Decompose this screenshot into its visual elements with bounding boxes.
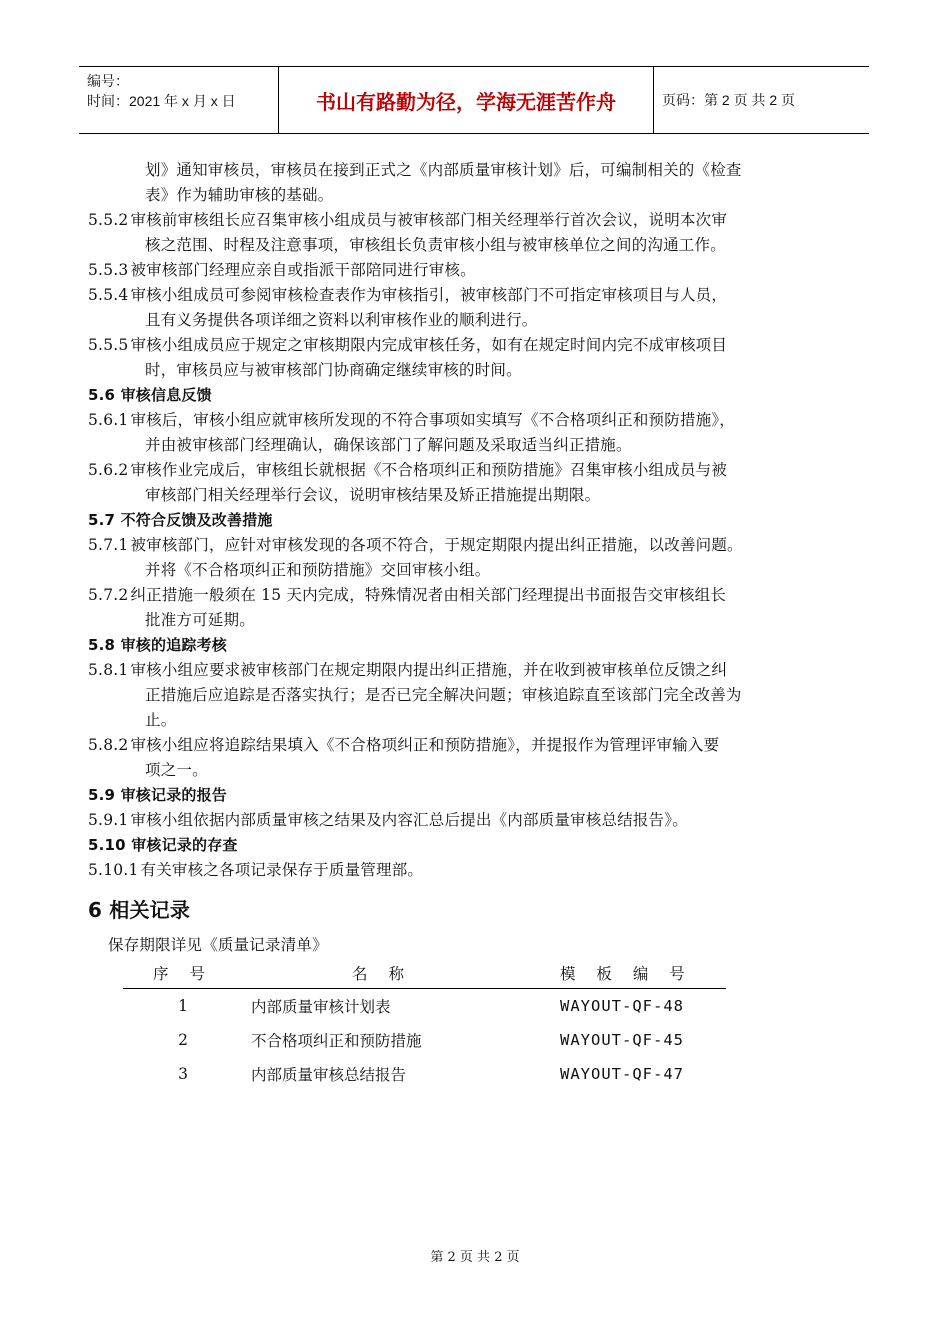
clause-5-5-3: 5.5.3 被审核部门经理应亲自或指派干部陪同进行审核。: [88, 261, 476, 279]
table-cell: WAYOUT-QF-47: [560, 1065, 684, 1083]
table-row: [123, 989, 726, 1024]
paragraph-line: 划》通知审核员，审核员在接到正式之《内部质量审核计划》后，可编制相关的《检查: [145, 161, 742, 179]
table-header-row: [123, 958, 726, 989]
code-label: 编号：: [87, 73, 129, 89]
table-cell: 内部质量审核总结报告: [251, 1066, 407, 1084]
paragraph-line: 并将《不合格项纠正和预防措施》交回审核小组。: [145, 561, 491, 579]
table-row: [123, 1023, 726, 1057]
motto: 书山有路勤为径，学海无涯苦作舟: [279, 67, 654, 133]
table-cell: 内部质量审核计划表: [251, 998, 391, 1016]
paragraph-line: 止。: [145, 711, 177, 729]
paragraph-line: 时，审核员应与被审核部门协商确定继续审核的时间。: [145, 361, 522, 379]
clause-5-5-4: 5.5.4 审核小组成员可参阅审核检查表作为审核指引，被审核部门不可指定审核项目与人员，: [88, 286, 728, 304]
clause-5-7-2: 5.7.2 纠正措施一般须在 15 天内完成，特殊情况者由相关部门经理提出书面报告交审核组长: [88, 586, 727, 604]
document-body: [88, 158, 878, 958]
clause-5-9-1: 5.9.1 审核小组依据内部质量审核之结果及内容汇总后提出《内部质量审核总结报告》。: [88, 811, 688, 829]
table-cell: WAYOUT-QF-48: [560, 997, 684, 1015]
section-heading-5-8: 5.8 审核的追踪考核: [88, 636, 227, 654]
clause-5-5-5: 5.5.5 审核小组成员应于规定之审核期限内完成审核任务，如有在规定时间内完不成审核项目: [88, 336, 728, 354]
section-heading-5-9: 5.9 审核记录的报告: [88, 786, 227, 804]
clause-5-8-1: 5.8.1 审核小组应要求被审核部门在规定期限内提出纠正措施，并在收到被审核单位反馈之纠: [88, 661, 728, 679]
paragraph-line: 项之一。: [145, 761, 208, 779]
section-heading-6: 6 相关记录: [88, 898, 191, 922]
header-left: [79, 67, 279, 133]
clause-5-5-2: 5.5.2 审核前审核组长应召集审核小组成员与被审核部门相关经理举行首次会议，说明本次审: [88, 211, 728, 229]
clause-5-6-1: 5.6.1 审核后，审核小组应就审核所发现的不符合事项如实填写《不合格项纠正和预防措施》，: [88, 411, 736, 429]
clause-5-8-2: 5.8.2 审核小组应将追踪结果填入《不合格项纠正和预防措施》，并提报作为管理评审输入要: [88, 736, 720, 754]
section-heading-5-6: 5.6 审核信息反馈: [88, 386, 212, 404]
page-footer: 第 2 页 共 2 页: [430, 1250, 520, 1265]
column-header: 名 称: [243, 958, 514, 989]
table-row: [123, 1057, 726, 1091]
paragraph-line: 表》作为辅助审核的基础。: [145, 186, 334, 204]
paragraph-line: 正措施后应追踪是否落实执行；是否已完全解决问题；审核追踪直至该部门完全改善为: [145, 686, 742, 704]
section-heading-5-10: 5.10 审核记录的存查: [88, 836, 238, 854]
time-label: 时间：2021 年 x 月 x 日: [87, 93, 236, 109]
paragraph-line: 且有义务提供各项详细之资料以利审核作业的顺利进行。: [145, 311, 538, 329]
table-cell: WAYOUT-QF-45: [560, 1031, 684, 1049]
table-cell: 1: [178, 997, 188, 1015]
clause-5-7-1: 5.7.1 被审核部门，应针对审核发现的各项不符合，于规定期限内提出纠正措施，以改善问题。: [88, 536, 743, 554]
page-header: [79, 66, 869, 134]
retention-note: 保存期限详见《质量记录清单》: [108, 936, 328, 954]
page-label: 页码：第 2 页 共 2 页: [662, 92, 796, 108]
paragraph-line: 并由被审核部门经理确认，确保该部门了解问题及采取适当纠正措施。: [145, 436, 632, 454]
column-header: 序 号: [123, 958, 243, 989]
table-cell: 不合格项纠正和预防措施: [251, 1032, 422, 1050]
table-cell: 3: [178, 1065, 188, 1083]
clause-5-10-1: 5.10.1 有关审核之各项记录保存于质量管理部。: [88, 861, 424, 879]
section-heading-5-7: 5.7 不符合反馈及改善措施: [88, 511, 273, 529]
records-table: [123, 958, 726, 1091]
paragraph-line: 批准方可延期。: [145, 611, 255, 629]
paragraph-line: 审核部门相关经理举行会议，说明审核结果及矫正措施提出期限。: [145, 486, 601, 504]
paragraph-line: 核之范围、时程及注意事项，审核组长负责审核小组与被审核单位之间的沟通工作。: [145, 236, 726, 254]
table-cell: 2: [178, 1031, 188, 1049]
clause-5-6-2: 5.6.2 审核作业完成后，审核组长就根据《不合格项纠正和预防措施》召集审核小组成员与被: [88, 461, 728, 479]
column-header: 模 板 编 号: [514, 958, 726, 989]
